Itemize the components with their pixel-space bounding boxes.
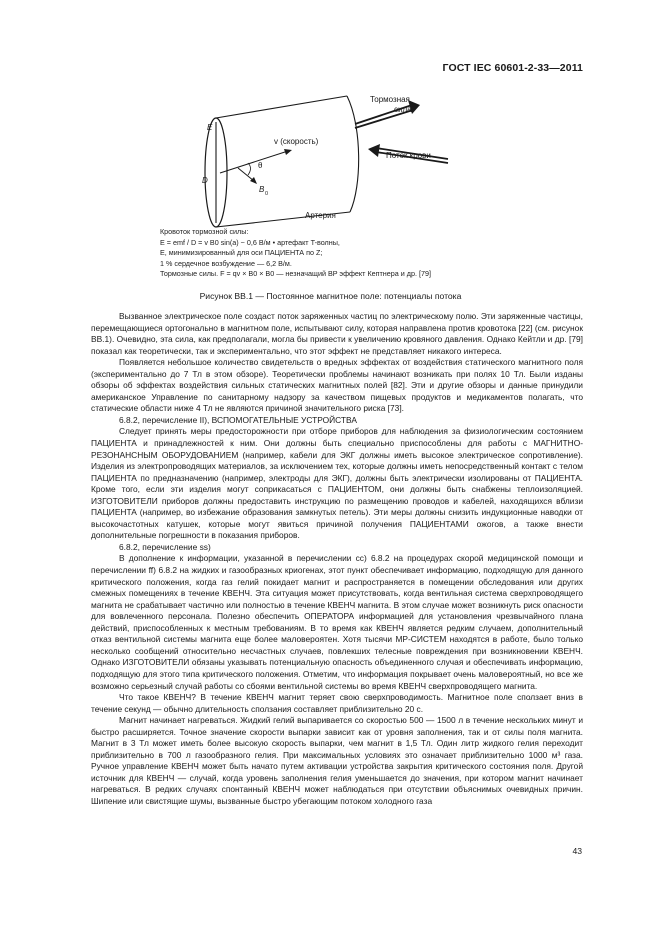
paragraph: В дополнение к информации, указанной в перечислении cc) 6.8.2 на процедурах скорой медицинской помощи и перечислении ff) 6.8.2 на жидких и газообразных криогенах, этот пункт обеспечивает информацию, подходящую для данного критического положения, когда газ гелий покидает магнит и распространяется в помещении обследования или других смежных помещениях в течение КВЕНЧ. Эта ситуация может присутствовать, когда вентильная система сверхпроводящего магнита не срабатывает частично или полностью в течение КВЕНЧ магнита. В этом случае может возникнуть риск опасности для вовлеченного персонала. Полезно обеспечить ОПЕРАТОРА информацией для установления чрезвычайного плана действий, приспособленных к местным требованиям. В то время как КВЕНЧ является редким случаем, дополнительный отказ вентильной системы магнита еще более маловероятен. Хотя тысячи МР-СИСТЕМ находятся в работе, было только несколько сообщений относительно несчастных случаев, повлекших телесные повреждения при возникновении КВЕНЧ. Однако ИЗГОТОВИТЕЛИ обязаны указывать потенциальную опасность объединенного случая и обеспечивать информацию, подходящую для этого типа критического положения. Отметим, что информация покрывает очень маловероятный, но все же возможно серьезный случай работы со сбоями вентильной системы во время КВЕНЧ сверхпроводящего магнита. [91,553,583,691]
label-velocity: v (скорость) [274,137,319,146]
paragraph: Следует принять меры предосторожности при отборе приборов для наблюдения за физиологическим состоянием ПАЦИЕНТА и принадлежностей к ним. Они должны быть специально приспособлены для работы с МАГНИТНО-РЕЗОНАНСНЫМ ОБОРУДОВАНИЕМ (например, кабели для ЭКГ должны иметь высокое электрическое сопротивление). Изделия из электропроводящих материалов, за исключением тех, которые должны иметь непосредственный контакт с телом ПАЦИЕНТА по предназначению (например, электроды для ЭКГ), должны быть электрически изолированы от ПАЦИЕНТА. Кроме того, если эти изделия могут соприкасаться с ПАЦИЕНТОМ, они должны быть снабжены теплоизоляцией. ИЗГОТОВИТЕЛИ приборов должны предоставить инструкцию по размещению проводов и кабелей, находящихся вблизи ПАЦИЕНТА (например, во избежание образования замкнутых петель). Эти меры должны снизить индукционные наводки от высокочастотных катушек, которые могут явиться причиной получения ПАЦИЕНТАМИ ожогов, а также внести дополнительные погрешности в показания приборов. [91,426,583,541]
legend-line: E, минимизированный для оси ПАЦИЕНТА по Z; [160,248,323,257]
body-text [91,311,583,808]
section-heading: 6.8.2, перечисление II), ВСПОМОГАТЕЛЬНЫЕ УСТРОЙСТВА [119,414,357,425]
paragraph: Появляется небольшое количество свидетельств о вредных эффектах от воздействия статического магнитного поля (экспериментально до 7 Тл в этом обзоре). Теоретически проблемы начинают возникать при полях 10 Тл. Были изданы обзоры об эффектах воздействия сильных статических магнитных полей [82]. Эти и другие обзоры и данные принудили американское Управление по санитарному надзору за качеством пищевых продуктов и медикаментов полагать, что статические области ниже 4 Тл не являются причиной значительного риска [73]. [91,357,583,414]
legend-line: Тормозные силы. F = qv × B0 × B0 — незначащий BP эффект Кептнера и др. [79] [160,269,431,278]
label-e: E [207,123,213,132]
document-header: ГОСТ IEC 60601-2-33—2011 [442,62,583,74]
label-braking-force-2: сила [394,105,412,114]
section-heading: 6.8.2, перечисление ss) [119,541,211,552]
legend-line: 1 % сердечное возбуждение — 6,2 В/м. [160,258,292,268]
legend-line: Кровоток тормозной силы: [160,227,249,236]
figure-legend [160,227,520,280]
figure-title: Рисунок ВВ.1 — Постоянное магнитное поле: потенциалы потока [199,291,462,301]
paragraph: Что такое КВЕНЧ? В течение КВЕНЧ магнит теряет свою сверхпроводимость. Магнитное поле сползает вниз в течение секунд — обычно длительность сползания составляет приблизительно 20 с. [91,692,583,714]
paragraph: Магнит начинает нагреваться. Жидкий гелий выпаривается со скоростью 500 — 1500 л в течение нескольких минут и быстро расширяется. Точное значение скорости выпарки зависит как от уровня заполнения, так и от силы поля магнита. Магнит в 3 Тл может иметь более высокую скорость выпарки, чем магнит в 1,5 Тл. Один литр жидкого гелия переходит приблизительно в 700 л газообразного гелия. При максимальных условиях это означает приблизительно 1000 м³ газа. Ручное управление КВЕНЧ может быть начато путем активации устройства закрытия критического состояния поля. Другой источник для КВЕНЧ — случай, когда уровень заполнения гелия уменьшается до значения, при котором магнит начинает нагреваться. В редких случаях спонтанный КВЕНЧ может наблюдаться при отсутствии объяснимых очевидных причин. Шипение или свистящие шумы, вызванные быстро убегающим потоком холодного газа [91,715,583,806]
velocity-arrow [220,151,288,173]
paragraph: Вызванное электрическое поле создаст поток заряженных частиц по электрическому полю. Эти заряженные частицы, перемещающиеся ортогонально в магнитном поле, испытывают силу, которая направлена против кровотока [22] (см. рисунок ВВ.1). Очевидно, эта сила, как предполагали, могла бы привести к увеличению кровяного давления. Однако Кейтли и др. [79] показал как теоретически, так и экспериментально, что этот эффект не представляет никакого интереса. [91,311,583,356]
label-d: D [202,176,208,185]
magnetic-field-arrow [238,168,254,181]
label-b: B [259,185,265,194]
legend-line: E = emf / D = v B0 sin(a) ~ 0,6 В/м • артефакт T-волны, [160,237,340,247]
label-b-sub: 0 [265,191,269,197]
label-blood-flow: Поток крови [386,151,431,160]
page-number: 43 [572,846,582,856]
label-artery: Артерия [305,211,336,220]
artery-flow-figure [190,86,460,231]
label-theta: θ [258,161,263,170]
label-braking-force-1: Тормозная [370,95,410,104]
